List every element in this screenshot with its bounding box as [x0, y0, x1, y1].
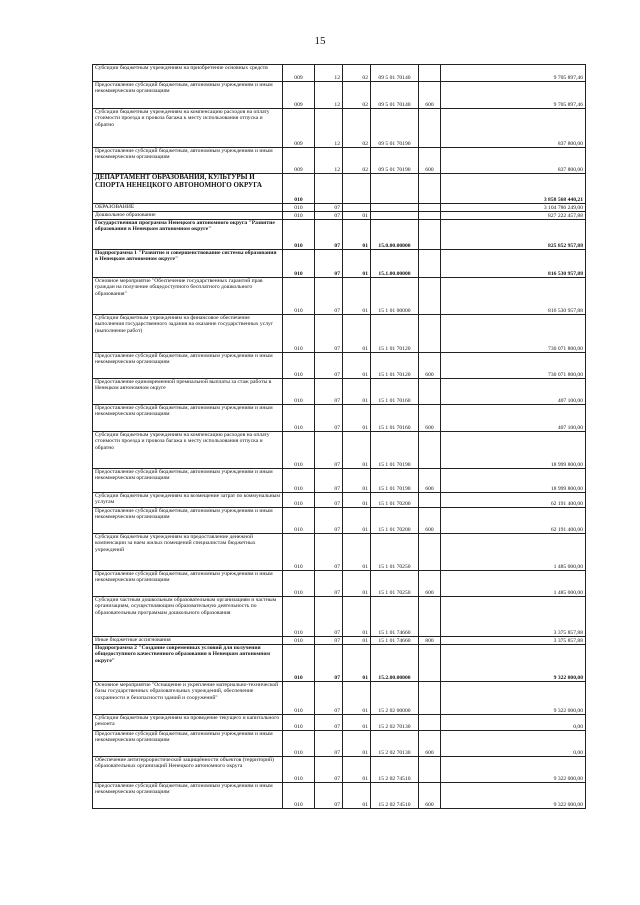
table-row: [93, 315, 586, 353]
table-row: [93, 109, 586, 148]
target-code: 15 1 01 70160: [371, 405, 419, 432]
subsection-code: 01: [343, 212, 371, 220]
amount: 837 800,00: [441, 109, 586, 148]
subsection-code: 01: [343, 493, 371, 508]
target-code: 15 1 01 74660: [371, 597, 419, 637]
section-code: 07: [315, 731, 343, 757]
target-code: 15 1 01 70120: [371, 315, 419, 353]
amount: 18 999 800,00: [441, 432, 586, 469]
ministry-code: 010: [283, 278, 315, 315]
amount: 3 104 786 249,00: [441, 204, 586, 212]
section-code: 07: [315, 682, 343, 715]
section-code: 07: [315, 278, 343, 315]
target-code: 15 2 02 74510: [371, 757, 419, 783]
ministry-code: 010: [283, 682, 315, 715]
row-name: Подпрограмма 1 "Развитие и совершенствование системы образования в Ненецком автономном округе": [93, 250, 283, 278]
section-code: 07: [315, 493, 343, 508]
row-name: Субсидии бюджетным учреждениям на предоставление денежной компенсации за наем жилых помещений специалистам бюджетных учреждений: [93, 534, 283, 571]
table-row: [93, 148, 586, 174]
amount: 825 852 957,88: [441, 220, 586, 250]
subsection-code: 01: [343, 432, 371, 469]
table-row: [93, 493, 586, 508]
type-code: [419, 278, 441, 315]
subsection-code: 01: [343, 278, 371, 315]
row-name: Предоставление субсидий бюджетным, автономным учреждениям и иным некоммерческим организациям: [93, 731, 283, 757]
target-code: 15.0.00.00000: [371, 220, 419, 250]
target-code: 15 1 01 70200: [371, 493, 419, 508]
type-code: [419, 315, 441, 353]
type-code: 800: [419, 637, 441, 645]
amount: 9 705 897,46: [441, 82, 586, 109]
row-name: Предоставление субсидий бюджетным, автономным учреждениям и иным некоммерческим организациям: [93, 148, 283, 174]
target-code: 09 5 01 70140: [371, 82, 419, 109]
target-code: 09 5 01 70190: [371, 109, 419, 148]
subsection-code: 01: [343, 250, 371, 278]
section-code: 07: [315, 783, 343, 809]
subsection-code: 01: [343, 715, 371, 731]
row-name: Государственная программа Ненецкого автономного округа "Развитие образования в Ненецком автономном округе": [93, 220, 283, 250]
section-code: 07: [315, 220, 343, 250]
amount: 9 322 000,00: [441, 645, 586, 682]
type-code: [419, 220, 441, 250]
ministry-code: 010: [283, 493, 315, 508]
section-code: 07: [315, 534, 343, 571]
amount: 3 375 857,88: [441, 597, 586, 637]
type-code: [419, 204, 441, 212]
row-name: Субсидии бюджетным учреждениям на приобретение основных средств: [93, 65, 283, 82]
row-name: Дошкольное образование: [93, 212, 283, 220]
table-row: [93, 174, 586, 204]
ministry-code: 009: [283, 82, 315, 109]
section-code: 07: [315, 597, 343, 637]
ministry-code: 010: [283, 757, 315, 783]
type-code: 600: [419, 783, 441, 809]
target-code: 15 2 02 74510: [371, 783, 419, 809]
target-code: [371, 212, 419, 220]
row-name: Предоставление субсидий бюджетным, автономным учреждениям и иным некоммерческим организациям: [93, 353, 283, 379]
amount: 9 322 000,00: [441, 682, 586, 715]
subsection-code: 01: [343, 379, 371, 405]
table-row: [93, 212, 586, 220]
table-row: [93, 637, 586, 645]
target-code: 15 1 01 70200: [371, 508, 419, 534]
ministry-code: 010: [283, 571, 315, 597]
subsection-code: 01: [343, 757, 371, 783]
amount: 407 100,00: [441, 379, 586, 405]
section-code: 07: [315, 757, 343, 783]
target-code: 15 1 01 70250: [371, 571, 419, 597]
table-row: [93, 405, 586, 432]
type-code: [419, 109, 441, 148]
section-code: [315, 174, 343, 204]
table-row: [93, 597, 586, 637]
table-row: [93, 82, 586, 109]
amount: 9 322 000,00: [441, 757, 586, 783]
target-code: 15 1 01 00000: [371, 278, 419, 315]
ministry-code: 010: [283, 204, 315, 212]
target-code: 15 1 01 70190: [371, 469, 419, 493]
type-code: [419, 493, 441, 508]
row-name: Предоставление субсидий бюджетным, автономным учреждениям и иным некоммерческим организациям: [93, 508, 283, 534]
type-code: 600: [419, 405, 441, 432]
subsection-code: 01: [343, 405, 371, 432]
type-code: 600: [419, 508, 441, 534]
section-code: 07: [315, 432, 343, 469]
target-code: 15 1 01 74660: [371, 637, 419, 645]
ministry-code: 010: [283, 508, 315, 534]
subsection-code: 01: [343, 534, 371, 571]
amount: 0,00: [441, 731, 586, 757]
table-row: [93, 508, 586, 534]
table-row: [93, 379, 586, 405]
type-code: 600: [419, 353, 441, 379]
type-code: [419, 682, 441, 715]
subsection-code: 01: [343, 783, 371, 809]
row-name: Основное мероприятие "Оснащение и укрепление материально-технической базы государственных образовательных учреждений, обеспечение сохранности и безопасности зданий и сооружений": [93, 682, 283, 715]
amount: 1 485 000,00: [441, 571, 586, 597]
subsection-code: 01: [343, 315, 371, 353]
subsection-code: 01: [343, 571, 371, 597]
subsection-code: 01: [343, 469, 371, 493]
table-row: [93, 731, 586, 757]
table-row: [93, 204, 586, 212]
type-code: 600: [419, 731, 441, 757]
section-code: 07: [315, 715, 343, 731]
amount: 62 191 400,00: [441, 508, 586, 534]
amount: 407 100,00: [441, 405, 586, 432]
table-row: [93, 220, 586, 250]
section-code: 07: [315, 204, 343, 212]
amount: 9 322 000,00: [441, 783, 586, 809]
section-code: 07: [315, 315, 343, 353]
ministry-code: 010: [283, 174, 315, 204]
type-code: [419, 432, 441, 469]
ministry-code: 010: [283, 353, 315, 379]
subsection-code: 02: [343, 109, 371, 148]
section-code: 07: [315, 637, 343, 645]
section-code: 12: [315, 148, 343, 174]
ministry-code: 010: [283, 731, 315, 757]
ministry-code: 010: [283, 637, 315, 645]
section-code: 07: [315, 250, 343, 278]
section-code: 12: [315, 109, 343, 148]
section-code: 12: [315, 65, 343, 82]
table-row: [93, 353, 586, 379]
row-name: ОБРАЗОВАНИЕ: [93, 204, 283, 212]
ministry-code: 009: [283, 109, 315, 148]
ministry-code: 009: [283, 65, 315, 82]
section-code: 07: [315, 571, 343, 597]
amount: 9 705 897,46: [441, 65, 586, 82]
section-code: 07: [315, 405, 343, 432]
ministry-code: 010: [283, 405, 315, 432]
type-code: 600: [419, 82, 441, 109]
row-name: Предоставление субсидий бюджетным, автономным учреждениям и иным некоммерческим организациям: [93, 405, 283, 432]
ministry-code: 009: [283, 148, 315, 174]
row-name: Иные бюджетные ассигнования: [93, 637, 283, 645]
type-code: [419, 757, 441, 783]
row-name: Субсидии бюджетным учреждениям на компенсацию расходов на оплату стоимости проезда и провоза багажа к месту использования отпуска и обратно: [93, 432, 283, 469]
row-name: Предоставление субсидий бюджетным, автономным учреждениям и иным некоммерческим организациям: [93, 469, 283, 493]
row-name: Предоставление единовременной премиальной выплаты за стаж работы в Ненецком автономном округе: [93, 379, 283, 405]
table-row: [93, 432, 586, 469]
subsection-code: 01: [343, 637, 371, 645]
subsection-code: 01: [343, 645, 371, 682]
row-name: ДЕПАРТАМЕНТ ОБРАЗОВАНИЯ, КУЛЬТУРЫ И СПОРТА НЕНЕЦКОГО АВТОНОМНОГО ОКРУГА: [93, 174, 283, 204]
subsection-code: 01: [343, 682, 371, 715]
ministry-code: 010: [283, 534, 315, 571]
type-code: [419, 250, 441, 278]
subsection-code: 01: [343, 220, 371, 250]
section-code: 07: [315, 645, 343, 682]
ministry-code: 010: [283, 783, 315, 809]
amount: 0,00: [441, 715, 586, 731]
section-code: 12: [315, 82, 343, 109]
subsection-code: 02: [343, 148, 371, 174]
type-code: [419, 65, 441, 82]
amount: 1 485 000,00: [441, 534, 586, 571]
row-name: Подпрограмма 2 "Создание современных условий для получения общедоступного качественного образования в Ненецком автономном округе": [93, 645, 283, 682]
section-code: 07: [315, 379, 343, 405]
ministry-code: 010: [283, 315, 315, 353]
type-code: 600: [419, 148, 441, 174]
row-name: Субсидии частным дошкольным образовательным организациям и частным организациям, осуществляющим образовательную деятельность по образовательным программам дошкольного образования: [93, 597, 283, 637]
row-name: Основное мероприятие "Обеспечение государственных гарантий прав граждан на получение общедоступного бесплатного дошкольного образования": [93, 278, 283, 315]
row-name: Обеспечение антитеррористической защищённости объектов (территорий) образовательных организаций Ненецкого автономного округа: [93, 757, 283, 783]
target-code: 15 1 01 70160: [371, 379, 419, 405]
type-code: 600: [419, 469, 441, 493]
table-row: [93, 571, 586, 597]
target-code: 15 2 02 00000: [371, 682, 419, 715]
subsection-code: [343, 204, 371, 212]
ministry-code: 010: [283, 597, 315, 637]
amount: 3 375 857,88: [441, 637, 586, 645]
target-code: 15 2 02 70130: [371, 715, 419, 731]
target-code: [371, 204, 419, 212]
table-row: [93, 645, 586, 682]
table-row: [93, 65, 586, 82]
table-row: [93, 534, 586, 571]
type-code: [419, 212, 441, 220]
table-row: [93, 278, 586, 315]
ministry-code: 010: [283, 469, 315, 493]
type-code: [419, 379, 441, 405]
target-code: 09 5 01 70140: [371, 65, 419, 82]
amount: 816 530 957,88: [441, 278, 586, 315]
target-code: 15.2.00.00000: [371, 645, 419, 682]
amount: 827 222 457,88: [441, 212, 586, 220]
row-name: Субсидии бюджетным учреждениям на финансовое обеспечение выполнения государственного задания на оказание государственных услуг (выполнение работ): [93, 315, 283, 353]
table-row: [93, 469, 586, 493]
row-name: Субсидии бюджетным учреждениям на компенсацию расходов на оплату стоимости проезда и провоза багажа к месту использования отпуска и обратно: [93, 109, 283, 148]
section-code: 07: [315, 353, 343, 379]
table-row: [93, 715, 586, 731]
target-code: 15 1 01 70250: [371, 534, 419, 571]
amount: 18 999 800,00: [441, 469, 586, 493]
type-code: 600: [419, 571, 441, 597]
ministry-code: 010: [283, 220, 315, 250]
type-code: [419, 645, 441, 682]
budget-table: [92, 64, 586, 809]
table-row: [93, 250, 586, 278]
type-code: [419, 174, 441, 204]
target-code: 15 1 01 70190: [371, 432, 419, 469]
subsection-code: 01: [343, 508, 371, 534]
amount: 816 530 957,88: [441, 250, 586, 278]
subsection-code: 01: [343, 353, 371, 379]
amount: 730 071 800,00: [441, 315, 586, 353]
ministry-code: 010: [283, 379, 315, 405]
row-name: Предоставление субсидий бюджетным, автономным учреждениям и иным некоммерческим организациям: [93, 783, 283, 809]
row-name: Предоставление субсидий бюджетным, автономным учреждениям и иным некоммерческим организациям: [93, 82, 283, 109]
section-code: 07: [315, 212, 343, 220]
target-code: 09 5 01 70190: [371, 148, 419, 174]
table-row: [93, 682, 586, 715]
section-code: 07: [315, 508, 343, 534]
table-row: [93, 757, 586, 783]
type-code: [419, 534, 441, 571]
ministry-code: 010: [283, 432, 315, 469]
section-code: 07: [315, 469, 343, 493]
ministry-code: 010: [283, 715, 315, 731]
table-row: [93, 783, 586, 809]
target-code: 15 2 02 70130: [371, 731, 419, 757]
target-code: [371, 174, 419, 204]
target-code: 15.1.00.00000: [371, 250, 419, 278]
subsection-code: 01: [343, 731, 371, 757]
amount: 837 800,00: [441, 148, 586, 174]
ministry-code: 010: [283, 212, 315, 220]
target-code: 15 1 01 70120: [371, 353, 419, 379]
subsection-code: 02: [343, 82, 371, 109]
type-code: [419, 597, 441, 637]
type-code: [419, 715, 441, 731]
ministry-code: 010: [283, 250, 315, 278]
subsection-code: 01: [343, 597, 371, 637]
subsection-code: 02: [343, 65, 371, 82]
row-name: Субсидии бюджетным учреждениям на возмещение затрат по коммунальным услугам: [93, 493, 283, 508]
ministry-code: 010: [283, 645, 315, 682]
amount: 3 858 568 440,21: [441, 174, 586, 204]
amount: 730 071 800,00: [441, 353, 586, 379]
row-name: Субсидии бюджетным учреждениям на проведение текущего и капитального ремонта: [93, 715, 283, 731]
page-number: 15: [314, 35, 326, 47]
subsection-code: [343, 174, 371, 204]
row-name: Предоставление субсидий бюджетным, автономным учреждениям и иным некоммерческим организациям: [93, 571, 283, 597]
amount: 62 191 400,00: [441, 493, 586, 508]
